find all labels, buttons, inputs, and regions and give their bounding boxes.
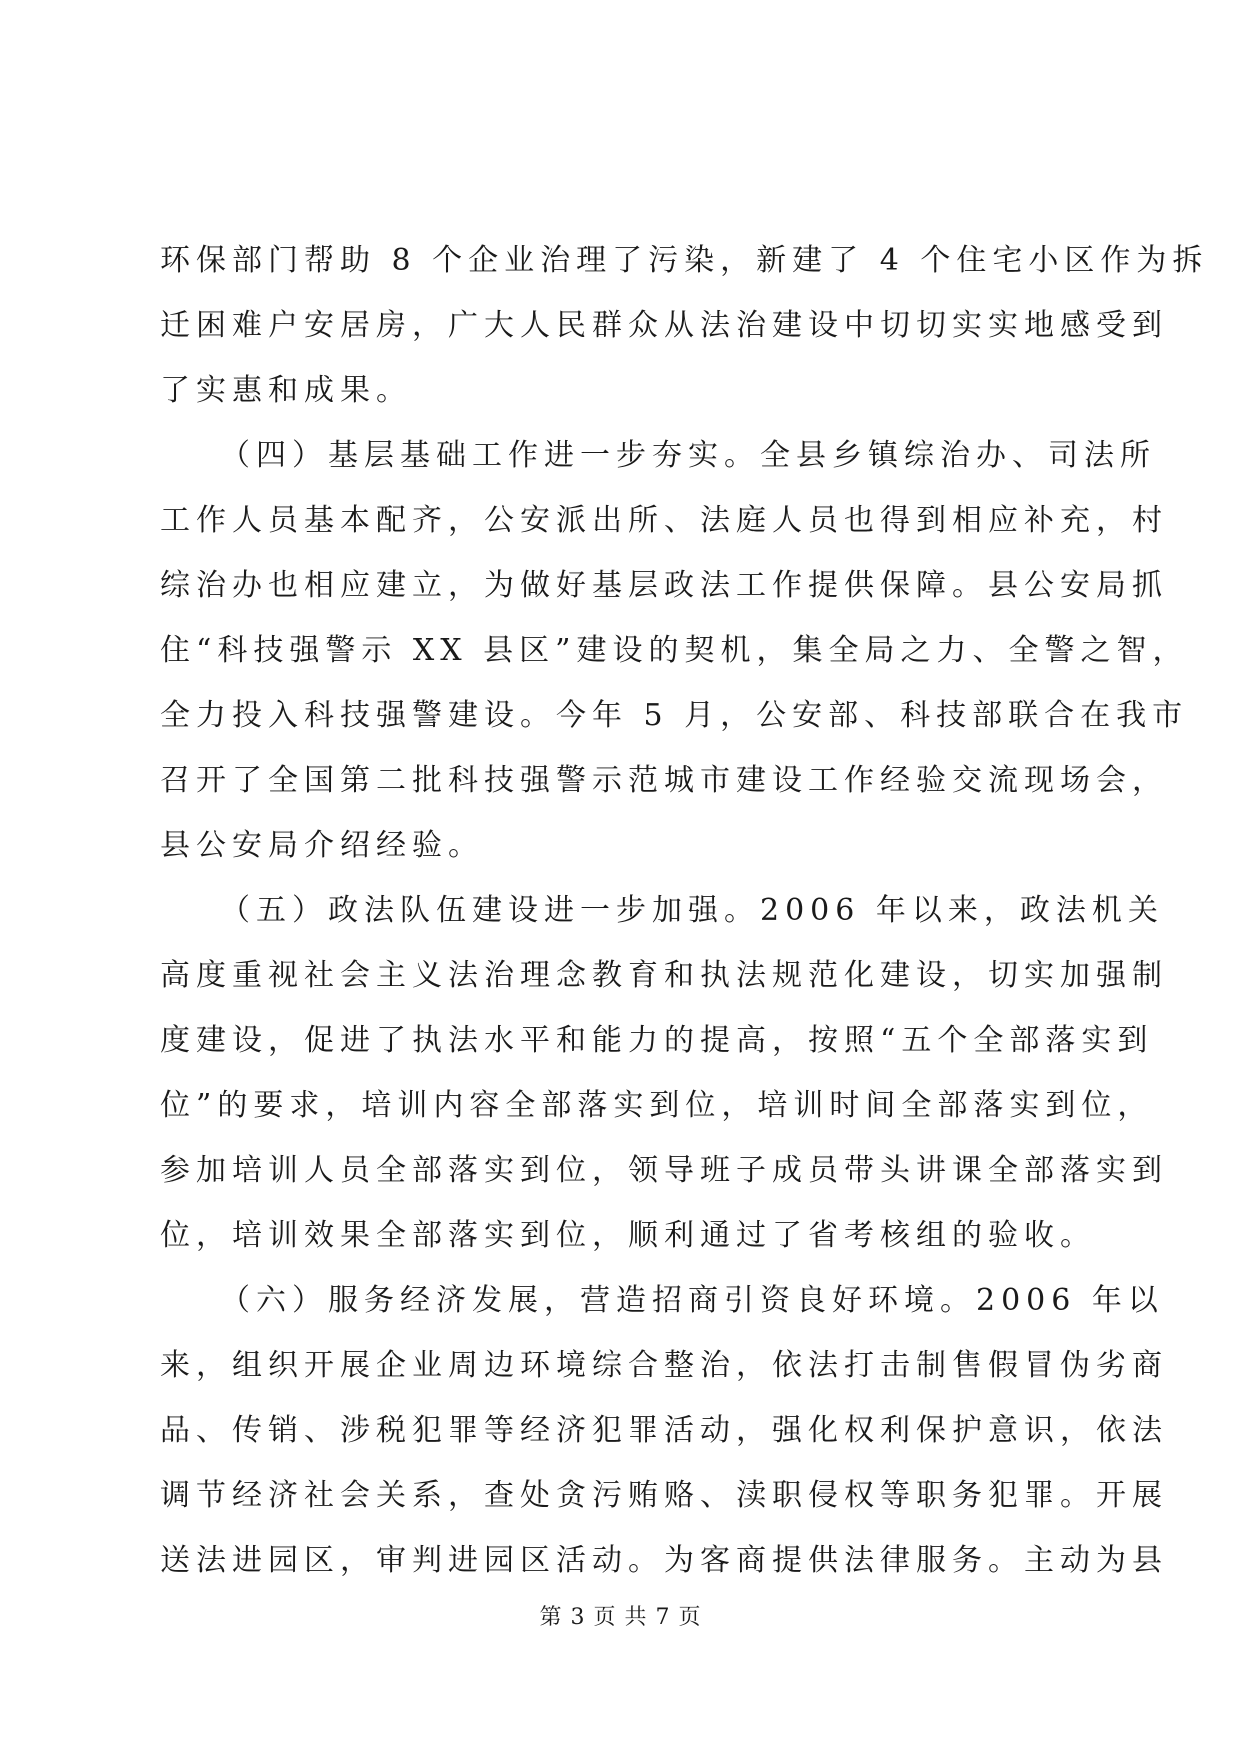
text-line: 位”的要求，培训内容全部落实到位，培训时间全部落实到位， — [160, 1088, 1154, 1123]
text-line: 参加培训人员全部落实到位，领导班子成员带头讲课全部落实到 — [160, 1153, 1168, 1188]
text-line: 品、传销、涉税犯罪等经济犯罪活动，强化权利保护意识，依法 — [160, 1413, 1168, 1448]
text-line: 位，培训效果全部落实到位，顺利通过了省考核组的验收。 — [160, 1218, 1096, 1253]
text-line: 来，组织开展企业周边环境综合整治，依法打击制售假冒伪劣商 — [160, 1348, 1168, 1383]
text-line: 了实惠和成果。 — [160, 373, 412, 408]
section-heading-line: （四）基层基础工作进一步夯实。全县乡镇综治办、司法所 — [220, 438, 1156, 473]
body-text — [160, 228, 1209, 1593]
text-line: 送法进园区，审判进园区活动。为客商提供法律服务。主动为县 — [160, 1543, 1168, 1578]
section-heading-line: （五）政法队伍建设进一步加强。2006 年以来，政法机关 — [220, 893, 1164, 928]
text-line: 高度重视社会主义法治理念教育和执法规范化建设，切实加强制 — [160, 958, 1168, 993]
text-line: 度建设，促进了执法水平和能力的提高，按照“五个全部落实到 — [160, 1023, 1154, 1058]
section-heading-line: （六）服务经济发展，营造招商引资良好环境。2006 年以 — [220, 1283, 1164, 1318]
text-line: 工作人员基本配齐，公安派出所、法庭人员也得到相应补充，村 — [160, 503, 1168, 538]
text-line: 全力投入科技强警建设。今年 5 月，公安部、科技部联合在我市 — [160, 698, 1189, 733]
text-line: 县公安局介绍经验。 — [160, 828, 484, 863]
page-number: 第 3 页 共 7 页 — [539, 1605, 702, 1630]
text-line: 调节经济社会关系，查处贪污贿赂、渎职侵权等职务犯罪。开展 — [160, 1478, 1168, 1513]
text-line: 召开了全国第二批科技强警示范城市建设工作经验交流现场会， — [160, 763, 1168, 798]
text-line: 环保部门帮助 8 个企业治理了污染，新建了 4 个住宅小区作为拆 — [160, 243, 1209, 278]
text-line: 综治办也相应建立，为做好基层政法工作提供保障。县公安局抓 — [160, 568, 1168, 603]
text-line: 迁困难户安居房，广大人民群众从法治建设中切切实实地感受到 — [160, 308, 1168, 343]
text-line: 住“科技强警示 XX 县区”建设的契机，集全局之力、全警之智， — [160, 633, 1189, 668]
